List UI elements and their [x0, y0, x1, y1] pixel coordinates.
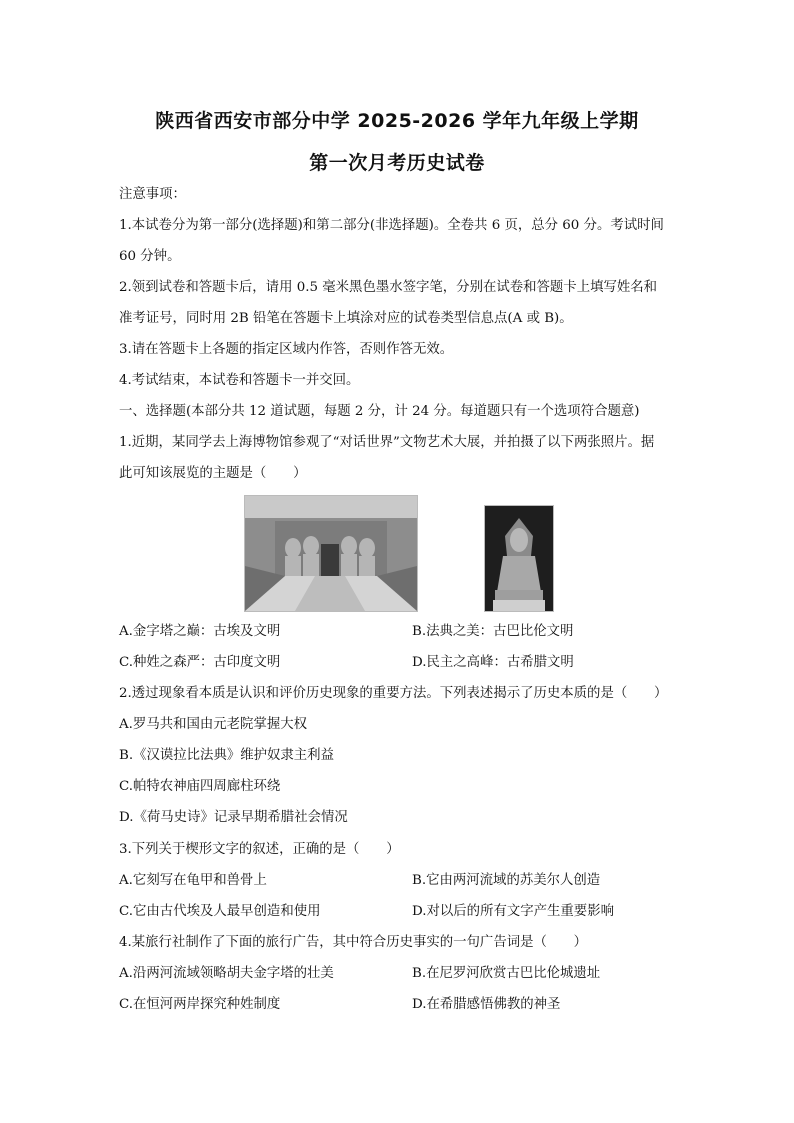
q3-option-a: A.它刻写在龟甲和兽骨上: [119, 873, 267, 888]
q1-option-c: C.种姓之森严：古印度文明: [119, 655, 281, 670]
q4-option-c: C.在恒河两岸探究种姓制度: [119, 997, 281, 1012]
q3-option-b: B.它由两河流域的苏美尔人创造: [412, 873, 601, 888]
note-line-4: 准考证号，同时用 2B 铅笔在答题卡上填涂对应的试卷类型信息点(A 或 B)。: [119, 311, 573, 326]
q2-option-d: D.《荷马史诗》记录早期希腊社会情况: [119, 810, 348, 825]
exam-title-line2: 第一次月考历史试卷: [309, 152, 485, 174]
q4-option-d: D.在希腊感悟佛教的神圣: [412, 997, 561, 1012]
q3-option-c: C.它由古代埃及人最早创造和使用: [119, 904, 321, 919]
note-line-5: 3.请在答题卡上各题的指定区域内作答，否则作答无效。: [119, 342, 454, 357]
q4-option-a: A.沿两河流域领略胡夫金字塔的壮美: [119, 966, 334, 981]
q1-option-d: D.民主之高峰：古希腊文明: [412, 655, 574, 670]
q4-stem: 4.某旅行社制作了下面的旅行广告，其中符合历史事实的一句广告词是（ ）: [119, 935, 588, 950]
note-line-1: 1.本试卷分为第一部分(选择题)和第二部分(非选择题)。全卷共 6 页，总分 60 分。考试时间: [119, 218, 664, 233]
note-line-6: 4.考试结束，本试卷和答题卡一并交回。: [119, 373, 360, 388]
note-line-3: 2.领到试卷和答题卡后，请用 0.5 毫米黑色墨水签字笔，分别在试卷和答题卡上填写姓名和: [119, 280, 658, 295]
q4-option-b: B.在尼罗河欣赏古巴比伦城遗址: [412, 966, 601, 981]
exam-title-line1: 陕西省西安市部分中学 2025-2026 学年九年级上学期: [155, 110, 639, 132]
q1-option-a: A.金字塔之巅：古埃及文明: [119, 624, 281, 639]
abu-simbel-temple-photo: [244, 495, 418, 612]
sphinx-statue-photo: [484, 505, 554, 612]
q2-stem: 2.透过现象看本质是认识和评价历史现象的重要方法。下列表述揭示了历史本质的是（ ）: [119, 686, 668, 701]
q1-stem-line1: 1.近期，某同学去上海博物馆参观了“对话世界”文物艺术大展，并拍摄了以下两张照片。据: [119, 435, 655, 450]
q2-option-c: C.帕特农神庙四周廊柱环绕: [119, 779, 281, 794]
q3-option-d: D.对以后的所有文字产生重要影响: [412, 904, 614, 919]
notes-heading: 注意事项：: [119, 187, 186, 202]
q1-option-b: B.法典之美：古巴比伦文明: [412, 624, 574, 639]
q3-stem: 3.下列关于楔形文字的叙述，正确的是（ ）: [119, 842, 400, 857]
section-heading: 一、选择题(本部分共 12 道试题，每题 2 分，计 24 分。每道题只有一个选项符合题意): [119, 404, 640, 419]
note-line-2: 60 分钟。: [119, 249, 181, 264]
q2-option-a: A.罗马共和国由元老院掌握大权: [119, 717, 308, 732]
q1-stem-line2: 此可知该展览的主题是（ ）: [119, 466, 307, 481]
q2-option-b: B.《汉谟拉比法典》维护奴隶主利益: [119, 748, 334, 763]
